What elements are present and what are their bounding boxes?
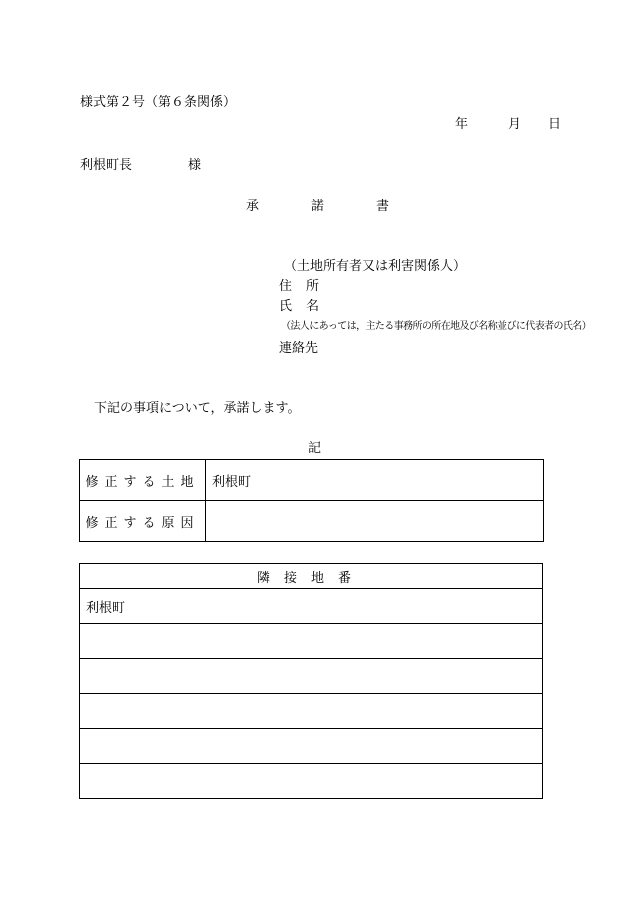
addressee-name: 利根町長	[80, 158, 133, 173]
table-header-row	[80, 564, 543, 589]
name-label-char-1: 氏	[279, 299, 293, 314]
address-label-char-2: 所	[306, 279, 320, 294]
corporate-note: （法人にあっては，主たる事務所の所在地及び名称並びに代表者の氏名）	[281, 321, 592, 332]
addressee	[80, 159, 201, 172]
date-month: 月	[508, 117, 522, 132]
title-char-3: 書	[376, 199, 390, 214]
reason-label: 修正する原因	[80, 501, 206, 542]
adjacent-cell-6[interactable]	[80, 764, 543, 799]
adjacent-lot-table	[79, 563, 543, 799]
name-label-char-2: 名	[306, 299, 320, 314]
ki-label: 記	[308, 441, 322, 456]
table-row	[80, 764, 543, 799]
address-label-char-1: 住	[279, 279, 293, 294]
consent-text: 下記の事項について，承諾します。	[94, 401, 301, 416]
address-label	[279, 280, 591, 293]
table-row	[80, 659, 543, 694]
adjacent-cell-3[interactable]	[80, 659, 543, 694]
addressee-honorific: 様	[188, 158, 202, 173]
table-row	[80, 624, 543, 659]
title-char-2: 諾	[311, 199, 325, 214]
document-title	[246, 200, 389, 213]
date-year: 年	[455, 117, 469, 132]
adjacent-cell-5[interactable]	[80, 729, 543, 764]
contact-label: 連絡先	[279, 341, 319, 356]
table-row	[80, 589, 543, 624]
adjacent-cell-4[interactable]	[80, 694, 543, 729]
adjacent-cell-2[interactable]	[80, 624, 543, 659]
table-row	[80, 694, 543, 729]
date-line	[455, 118, 561, 131]
table-row	[80, 501, 544, 542]
land-value[interactable]: 利根町	[206, 460, 544, 501]
main-table	[79, 459, 544, 542]
date-day: 日	[548, 117, 562, 132]
table-row	[80, 729, 543, 764]
title-char-1: 承	[246, 199, 260, 214]
adjacent-header: 隣接地番	[80, 564, 543, 589]
party-heading: （土地所有者又は利害関係人）	[284, 259, 467, 274]
land-label: 修正する土地	[80, 460, 206, 501]
form-number: 様式第２号（第６条関係）	[80, 95, 237, 110]
table-row	[80, 460, 544, 501]
party-block	[279, 260, 591, 362]
reason-value[interactable]	[206, 501, 544, 542]
adjacent-cell-1[interactable]: 利根町	[80, 589, 543, 624]
name-label	[279, 300, 591, 313]
